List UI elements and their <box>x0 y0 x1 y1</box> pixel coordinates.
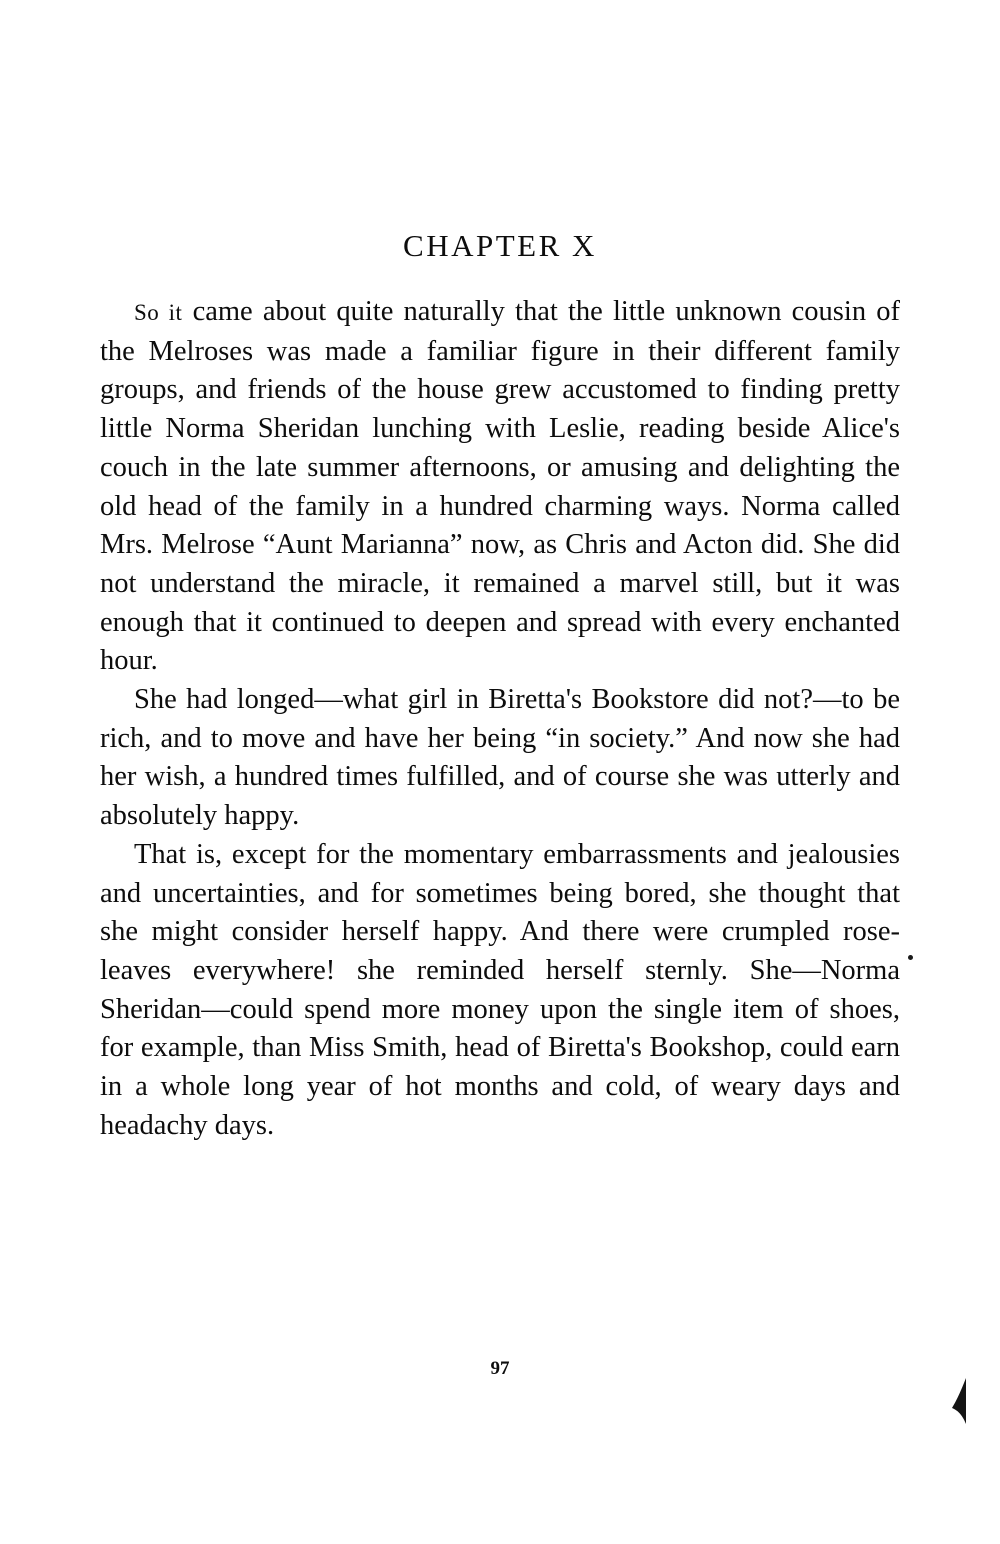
page-body <box>100 293 900 1145</box>
chapter-heading: CHAPTER X <box>403 228 597 263</box>
page-number: 97 <box>490 1358 510 1379</box>
lead-small-caps: So it <box>134 300 183 325</box>
paragraph <box>100 293 900 681</box>
paragraph: She had longed—what girl in Biretta's Bookstore did not?—to be rich, and to move and have her being “in society.” And now she had her wish, a hundred times fulfilled, and of course she was utterly and absolutely happy. <box>100 684 900 832</box>
page-corner-mark <box>948 1378 970 1426</box>
paragraph-text: came about quite naturally that the little unknown cousin of the Melroses was made a familiar figure in their different family groups, and friends of the house grew accustomed to finding pretty little Norma Sheridan lunching with Leslie, reading beside Alice's couch in the late summer afternoons, or amusing and delighting the old head of the family in a hundred charming ways. Norma called Mrs. Melrose “Aunt Marianna” now, as Chris and Acton did. She did not understand the miracle, it remained a marvel still, but it was enough that it continued to deepen and spread with every enchanted hour. <box>100 296 900 677</box>
paragraph: That is, except for the momentary embarrassments and jealousies and uncertainties, and for sometimes being bored, she thought that she might consider herself happy. And there were crumpled rose-leaves everywhere! she reminded herself sternly. She—Norma Sheridan—could spend more money upon the single item of shoes, for example, than Miss Smith, head of Biretta's Bookshop, could earn in a whole long year of hot months and cold, of weary days and headachy days. <box>100 838 900 1141</box>
ink-speck <box>908 955 913 960</box>
